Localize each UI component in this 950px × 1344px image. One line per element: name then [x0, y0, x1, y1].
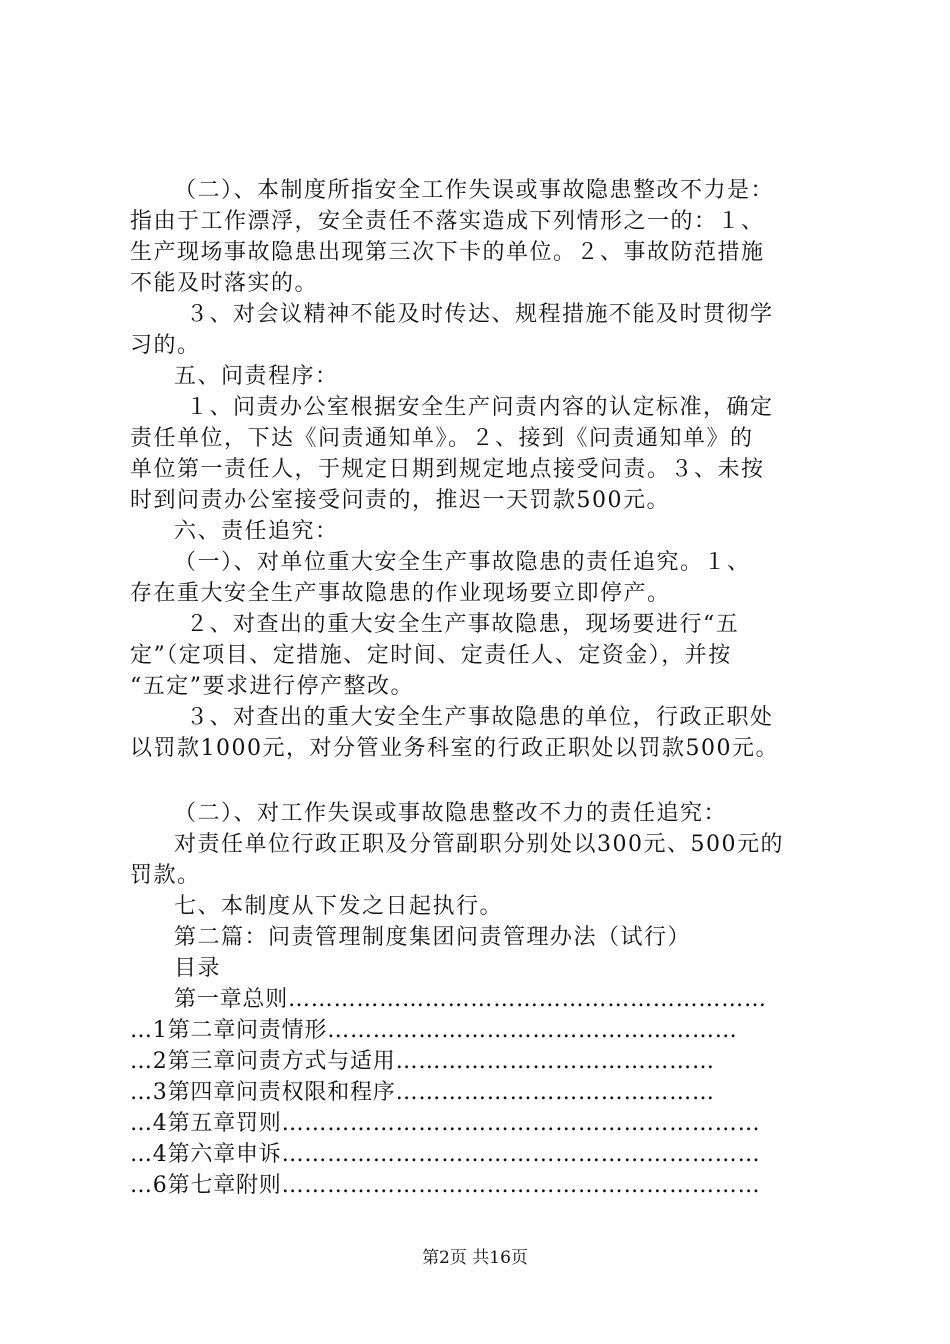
page-footer: 第2页 共16页	[422, 1248, 528, 1268]
text-line: 生产现场事故隐患出现第三次下卡的单位。２、事故防范措施	[130, 240, 765, 265]
text-line: 指由于工作漂浮，安全责任不落实造成下列情形之一的：１、	[130, 209, 765, 234]
text-line: 单位第一责任人，于规定日期到规定地点接受问责。３、未按	[130, 457, 765, 482]
text-line: （二）、对工作失误或事故隐患整改不力的责任追究：	[174, 801, 728, 826]
text-line: 第一章总则………………………………………………………	[174, 987, 767, 1012]
text-line: 罚款。	[130, 863, 201, 888]
text-line: …3第四章问责权限和程序……………………………………	[130, 1080, 715, 1105]
text-line: …6第七章附则………………………………………………………	[130, 1173, 761, 1198]
text-line: （一）、对单位重大安全生产事故隐患的责任追究。１、	[174, 550, 751, 575]
text-line: 七、本制度从下发之日起执行。	[174, 894, 504, 919]
text-line: 时到问责办公室接受问责的，推迟一天罚款500元。	[130, 488, 670, 513]
text-line: 存在重大安全生产事故隐患的作业现场要立即停产。	[130, 581, 671, 606]
text-line: …2第三章问责方式与适用……………………………………	[130, 1049, 715, 1074]
text-line: （二）、本制度所指安全工作失误或事故隐患整改不力是：	[174, 178, 775, 203]
text-line: …1第二章问责情形………………………………………………	[130, 1018, 738, 1043]
text-line: ３、对会议精神不能及时传达、规程措施不能及时贯彻学	[186, 302, 774, 327]
text-line: 定”（定项目、定措施、定时间、定责任人、定资金），并按	[130, 643, 732, 668]
text-line: 对责任单位行政正职及分管副职分别处以300元、500元的	[174, 832, 784, 857]
text-line: 第二篇：问责管理制度集团问责管理办法（试行）	[174, 925, 692, 950]
text-line: ２、对查出的重大安全生产事故隐患，现场要进行“五	[186, 612, 740, 637]
text-line: “五定”要求进行停产整改。	[130, 674, 414, 699]
text-line: 目录	[174, 956, 222, 981]
text-line: 责任单位，下达《问责通知单》。２、接到《问责通知单》的	[130, 426, 754, 451]
document-body	[130, 175, 835, 1201]
text-line: 六、责任追究：	[174, 519, 339, 544]
text-line: …4第六章申诉………………………………………………………	[130, 1142, 761, 1167]
text-line: 习的。	[130, 333, 201, 358]
text-line: 不能及时落实的。	[130, 271, 319, 296]
text-line: 五、问责程序：	[174, 364, 339, 389]
text-line: ３、对查出的重大安全生产事故隐患的单位，行政正职处	[186, 705, 774, 730]
paragraph-gap	[130, 764, 835, 798]
text-line: １、问责办公室根据安全生产问责内容的认定标准，确定	[186, 395, 774, 420]
text-line: …4第五章罚则………………………………………………………	[130, 1111, 761, 1136]
text-line: 以罚款1000元，对分管业务科室的行政正职处以罚款500元。	[130, 736, 779, 761]
